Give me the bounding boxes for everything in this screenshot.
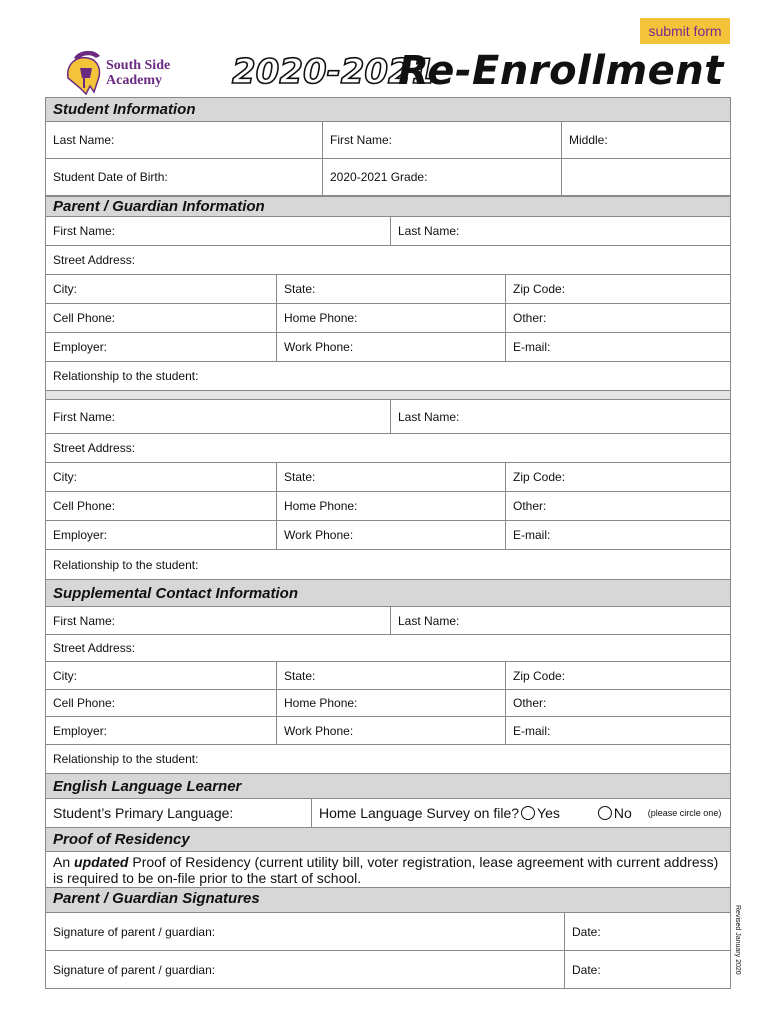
spartan-helmet-icon [60, 48, 110, 100]
supplemental-employer-row [46, 717, 730, 745]
guardian2-phone-row [46, 492, 730, 521]
supplemental-cell-phone-field[interactable]: Cell Phone: [53, 696, 116, 710]
guardian2-employer-row [46, 521, 730, 550]
guardian2-zip-field[interactable]: Zip Code: [505, 463, 730, 491]
title-years: 2020-2021 [232, 52, 436, 92]
student-dob-field[interactable]: Student Date of Birth: [53, 170, 168, 184]
supplemental-employer-field[interactable]: Employer: [53, 723, 108, 738]
supplemental-street-row [46, 635, 730, 662]
school-name [106, 58, 170, 88]
yes-radio[interactable] [521, 806, 535, 820]
guardian2-home-phone-field[interactable]: Home Phone: [276, 492, 505, 520]
signature-1-field[interactable]: Signature of parent / guardian: [53, 924, 216, 939]
guardian1-zip-field[interactable]: Zip Code: [505, 275, 730, 303]
guardian2-other-phone-field[interactable]: Other: [505, 492, 730, 520]
no-radio[interactable] [598, 806, 612, 820]
guardian1-email-field[interactable]: E-mail: [505, 333, 730, 361]
guardian1-relationship-row [46, 362, 730, 391]
guardian2-city-row [46, 463, 730, 492]
guardian2-relationship-row [46, 550, 730, 579]
signature-1-date-field[interactable]: Date: [564, 913, 730, 950]
guardian1-employer-field[interactable]: Employer: [53, 340, 108, 354]
guardian1-city-field[interactable]: City: [53, 282, 77, 296]
yes-label: Yes [537, 805, 560, 821]
empty-cell [561, 159, 730, 195]
residency-text [53, 854, 723, 886]
guardian1-name-row [46, 217, 730, 246]
supplemental-relationship-row [46, 745, 730, 773]
supplemental-city-field[interactable]: City: [53, 668, 77, 683]
primary-language-field[interactable]: Student’s Primary Language: [53, 805, 234, 821]
supplemental-name-row [46, 607, 730, 635]
guardian2-first-name-field[interactable]: First Name: [53, 409, 116, 424]
guardian2-relationship-field[interactable]: Relationship to the student: [53, 557, 199, 572]
student-grade-field[interactable]: 2020-2021 Grade: [322, 159, 561, 195]
section-proof-of-residency: Proof of Residency [46, 827, 730, 852]
guardian1-state-field[interactable]: State: [276, 275, 505, 303]
guardian1-other-phone-field[interactable]: Other: [505, 304, 730, 332]
home-language-survey [311, 799, 730, 827]
guardian2-city-field[interactable]: City: [53, 470, 77, 484]
ell-row [46, 799, 730, 827]
page-title: Re-Enrollment [398, 48, 724, 94]
supplemental-other-phone-field[interactable]: Other: [505, 690, 730, 716]
guardian2-street-field[interactable]: Street Address: [53, 441, 136, 455]
guardian1-first-name-field[interactable]: First Name: [53, 224, 116, 238]
student-middle-name-field[interactable]: Middle: [561, 122, 730, 158]
guardian2-cell-phone-field[interactable]: Cell Phone: [53, 499, 116, 513]
supplemental-zip-field[interactable]: Zip Code: [505, 662, 730, 689]
supplemental-street-field[interactable]: Street Address: [53, 641, 136, 655]
student-name-row [46, 122, 730, 159]
guardian1-city-row [46, 275, 730, 304]
supplemental-state-field[interactable]: State: [276, 662, 505, 689]
student-first-name-field[interactable]: First Name: [322, 122, 561, 158]
supplemental-home-phone-field[interactable]: Home Phone: [276, 690, 505, 716]
no-label: No [613, 805, 632, 821]
residency-body: Proof of Residency (current utility bill, voter registration, lease agreement with current address) is required to be on-file prior to the start of school. [53, 854, 719, 886]
guardian2-work-phone-field[interactable]: Work Phone: [276, 521, 505, 549]
residency-emphasis: updated [74, 854, 129, 870]
section-parent-guardian-information: Parent / Guardian Information [46, 196, 730, 217]
school-name-line2: Academy [106, 73, 162, 88]
supplemental-city-row [46, 662, 730, 690]
guardian1-work-phone-field[interactable]: Work Phone: [276, 333, 505, 361]
guardian2-last-name-field[interactable]: Last Name: [390, 400, 730, 433]
student-dob-row [46, 159, 730, 196]
section-supplemental-contact: Supplemental Contact Information [46, 579, 730, 607]
circle-one-note: (please circle one) [647, 808, 722, 818]
guardian1-street-row [46, 246, 730, 275]
supplemental-first-name-field[interactable]: First Name: [53, 613, 116, 628]
guardian2-employer-field[interactable]: Employer: [53, 528, 108, 542]
guardian1-last-name-field[interactable]: Last Name: [390, 217, 730, 245]
supplemental-phone-row [46, 690, 730, 717]
guardian2-street-row [46, 434, 730, 463]
guardian1-phone-row [46, 304, 730, 333]
residency-lead: An [53, 854, 75, 870]
guardian1-cell-phone-field[interactable]: Cell Phone: [53, 311, 116, 325]
supplemental-work-phone-field[interactable]: Work Phone: [276, 717, 505, 744]
section-student-information: Student Information [46, 98, 730, 122]
guardian1-street-field[interactable]: Street Address: [53, 253, 136, 267]
supplemental-email-field[interactable]: E-mail: [505, 717, 730, 744]
supplemental-last-name-field[interactable]: Last Name: [390, 607, 730, 634]
signature-row-2 [46, 951, 730, 988]
section-divider [46, 391, 730, 400]
supplemental-relationship-field[interactable]: Relationship to the student: [53, 752, 199, 766]
guardian1-relationship-field[interactable]: Relationship to the student: [53, 369, 199, 383]
enrollment-form [45, 97, 731, 989]
signature-2-field[interactable]: Signature of parent / guardian: [53, 962, 216, 977]
guardian1-home-phone-field[interactable]: Home Phone: [276, 304, 505, 332]
student-last-name-field[interactable]: Last Name: [53, 133, 115, 147]
signature-2-date-field[interactable]: Date: [564, 951, 730, 988]
section-signatures: Parent / Guardian Signatures [46, 887, 730, 913]
guardian2-name-row [46, 400, 730, 434]
section-english-language-learner: English Language Learner [46, 773, 730, 799]
guardian2-state-field[interactable]: State: [276, 463, 505, 491]
revised-date: Revised January 2020 [734, 905, 741, 975]
submit-form-button[interactable]: submit form [640, 18, 730, 44]
school-name-line1: South Side [106, 58, 171, 73]
guardian2-email-field[interactable]: E-mail: [505, 521, 730, 549]
survey-question: Home Language Survey on file? [319, 805, 520, 821]
guardian1-employer-row [46, 333, 730, 362]
signature-row-1 [46, 913, 730, 951]
